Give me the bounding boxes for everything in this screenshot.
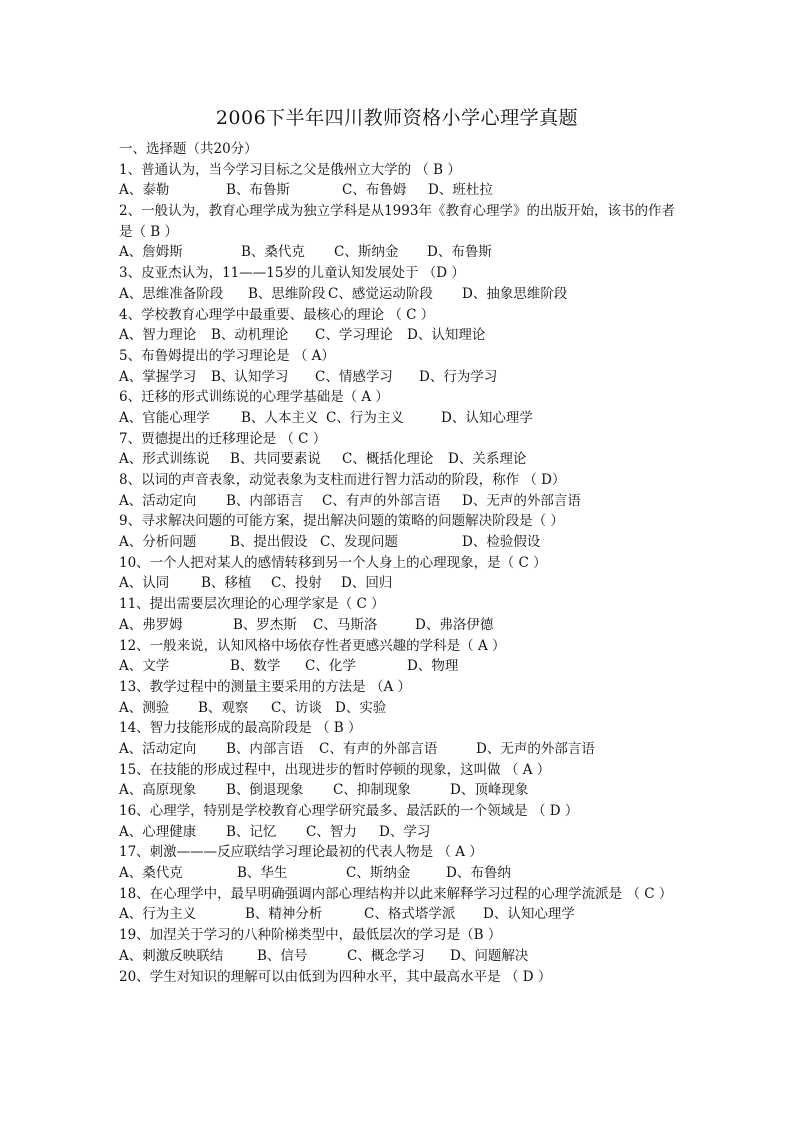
answer-option: C、有声的外部言语: [319, 740, 438, 757]
answer-option: B、共同要素说: [230, 451, 321, 468]
answer-option: A、活动定向: [119, 492, 197, 509]
answer-options: [119, 904, 679, 925]
answer-options: [119, 573, 679, 594]
question-text: 11、提出需要层次理论的心理学家是（ C ）: [119, 596, 385, 613]
answer-options: [119, 284, 679, 305]
answer-option: C、格式塔学派: [364, 906, 456, 923]
answer-option: D、布鲁斯: [427, 244, 492, 261]
answer-option: D、行为学习: [419, 368, 498, 385]
question-text: 12、一般来说，认知风格中场依存性者更感兴趣的学科是（ A ）: [119, 637, 506, 654]
answer-option: B、动机理论: [211, 327, 289, 344]
answer-option: D、实验: [335, 699, 387, 716]
answer-option: C、发现问题: [320, 534, 398, 551]
question-text: 8、以词的声音表象，动觉表象为支柱而进行智力活动的阶段，称作 （ D）: [119, 472, 566, 489]
document-body: [119, 139, 679, 987]
answer-options: [119, 367, 679, 388]
answer-options: [119, 242, 679, 263]
answer-options: [119, 656, 679, 677]
answer-option: B、记忆: [226, 823, 277, 840]
answer-option: A、文学: [119, 658, 170, 675]
answer-option: D、回归: [341, 575, 393, 592]
question-text: 7、贾德提出的迁移理论是 （ C ）: [119, 430, 327, 447]
answer-option: C、斯纳金: [334, 244, 399, 261]
answer-option: A、泰勒: [119, 182, 170, 199]
answer-option: D、弗洛伊德: [415, 616, 494, 633]
answer-option: D、物理: [407, 658, 459, 675]
answer-options: [119, 946, 679, 967]
answer-option: C、投射: [271, 575, 322, 592]
answer-options: [119, 491, 679, 512]
answer-option: D、无声的外部言语: [476, 740, 595, 757]
answer-option: D、无声的外部言语: [462, 492, 581, 509]
answer-option: A、高原现象: [119, 782, 197, 799]
answer-options: [119, 739, 679, 760]
answer-option: D、关系理论: [448, 451, 527, 468]
answer-option: C、斯纳金: [346, 865, 411, 882]
answer-option: A、詹姆斯: [119, 244, 183, 261]
answer-option: C、马斯洛: [313, 616, 378, 633]
answer-option: A、认同: [119, 575, 170, 592]
answer-option: C、学习理论: [315, 327, 393, 344]
document-title: 2006下半年四川教师资格小学心理学真题: [215, 107, 579, 129]
answer-option: A、测验: [119, 699, 170, 716]
answer-option: B、信号: [257, 947, 308, 964]
answer-option: D、问题解决: [450, 947, 529, 964]
section-heading: 一、选择题（共20分）: [119, 141, 258, 157]
answer-option: A、形式训练说: [119, 451, 210, 468]
answer-option: A、心理健康: [119, 823, 197, 840]
answer-options: [119, 532, 679, 553]
answer-option: C、抑制现象: [333, 782, 411, 799]
answer-option: B、思维阶段: [248, 285, 326, 302]
answer-option: C、情感学习: [315, 368, 393, 385]
question-text: 13、教学过程中的测量主要采用的方法是 （A ）: [119, 678, 412, 695]
answer-option: A、刺激反映联结: [119, 947, 224, 964]
answer-option: B、桑代克: [241, 244, 305, 261]
answer-options: [119, 325, 679, 346]
answer-option: B、精神分析: [245, 906, 323, 923]
answer-option: C、布鲁姆: [342, 182, 407, 199]
answer-option: C、访谈: [271, 699, 322, 716]
answer-option: B、认知学习: [211, 368, 289, 385]
question-text: 2、一般认为，教育心理学成为独立学科是从1993年《教育心理学》的出版开始，该书的作者是（ B ）: [119, 203, 675, 240]
question-text: 14、智力技能形成的最高阶段是 （ B ）: [119, 720, 362, 737]
answer-options: [119, 698, 679, 719]
answer-option: D、抽象思维阶段: [462, 285, 568, 302]
answer-option: A、桑代克: [119, 865, 183, 882]
question-text: 4、学校教育心理学中最重要、最核心的理论 （ C ）: [119, 306, 435, 323]
question-text: 10、一个人把对某人的感情转移到另一个人身上的心理现象，是（ C ）: [119, 554, 547, 571]
answer-options: [119, 822, 679, 843]
answer-options: [119, 180, 679, 201]
question-text: 3、皮亚杰认为，11——15岁的儿童认知发展处于 （D ）: [119, 265, 465, 282]
answer-option: C、有声的外部言语: [322, 492, 441, 509]
answer-option: B、数学: [230, 658, 281, 675]
answer-option: B、华生: [237, 865, 288, 882]
answer-option: A、智力理论: [119, 327, 197, 344]
question-text: 16、心理学，特别是学校教育心理学研究最多、最活跃的一个领域是 （ D ）: [119, 803, 579, 820]
answer-option: A、弗罗姆: [119, 616, 183, 633]
answer-option: A、活动定向: [119, 740, 197, 757]
answer-option: D、认知理论: [407, 327, 486, 344]
answer-option: A、行为主义: [119, 906, 197, 923]
question-text: 20、学生对知识的理解可以由低到为四种水平，其中最高水平是 （ D ）: [119, 968, 552, 985]
answer-option: B、内部语言: [226, 492, 304, 509]
answer-options: [119, 449, 679, 470]
answer-option: A、分析问题: [119, 534, 197, 551]
answer-option: C、感觉运动阶段: [328, 285, 433, 302]
answer-option: B、倒退现象: [226, 782, 304, 799]
answer-option: A、官能心理学: [119, 409, 210, 426]
answer-option: D、顶峰现象: [450, 782, 529, 799]
question-text: 9、寻求解决问题的可能方案，提出解决问题的策略的问题解决阶段是（ ）: [119, 513, 564, 530]
answer-options: [119, 863, 679, 884]
answer-option: C、化学: [305, 658, 356, 675]
question-text: 6、迁移的形式训练说的心理学基础是（ A ）: [119, 389, 389, 406]
answer-option: B、布鲁斯: [226, 182, 290, 199]
answer-option: A、思维准备阶段: [119, 285, 224, 302]
answer-option: B、提出假设: [230, 534, 308, 551]
question-text: 5、布鲁姆提出的学习理论是 （ A）: [119, 347, 335, 364]
answer-option: B、移植: [201, 575, 252, 592]
answer-option: B、观察: [198, 699, 249, 716]
question-text: 15、在技能的形成过程中，出现进步的暂时停顿的现象，这叫做 （ A ）: [119, 761, 551, 778]
answer-option: D、布鲁纳: [446, 865, 511, 882]
question-text: 19、加涅关于学习的八种阶梯类型中，最低层次的学习是（B ）: [119, 927, 502, 944]
answer-option: B、内部言语: [226, 740, 304, 757]
answer-option: B、人本主义: [241, 409, 319, 426]
answer-option: D、学习: [379, 823, 431, 840]
answer-option: D、认知心理学: [441, 409, 533, 426]
answer-option: A、掌握学习: [119, 368, 197, 385]
question-list: [119, 160, 679, 988]
question-text: 1、普通认为，当今学习目标之父是俄州立大学的 （ B ）: [119, 161, 461, 178]
answer-option: D、认知心理学: [483, 906, 575, 923]
answer-options: [119, 615, 679, 636]
answer-option: B、罗杰斯: [233, 616, 297, 633]
answer-option: D、班杜拉: [428, 182, 493, 199]
answer-option: D、检验假设: [462, 534, 541, 551]
answer-option: C、智力: [306, 823, 357, 840]
answer-options: [119, 408, 679, 429]
answer-option: C、行为主义: [326, 409, 404, 426]
question-text: 17、刺激———反应联结学习理论最初的代表人物是 （ A ）: [119, 844, 483, 861]
answer-option: C、概括化理论: [342, 451, 434, 468]
answer-option: C、概念学习: [347, 947, 425, 964]
question-text: 18、在心理学中，最早明确强调内部心理结构并以此来解释学习过程的心理学流派是 （ C ）: [119, 885, 673, 902]
answer-options: [119, 780, 679, 801]
